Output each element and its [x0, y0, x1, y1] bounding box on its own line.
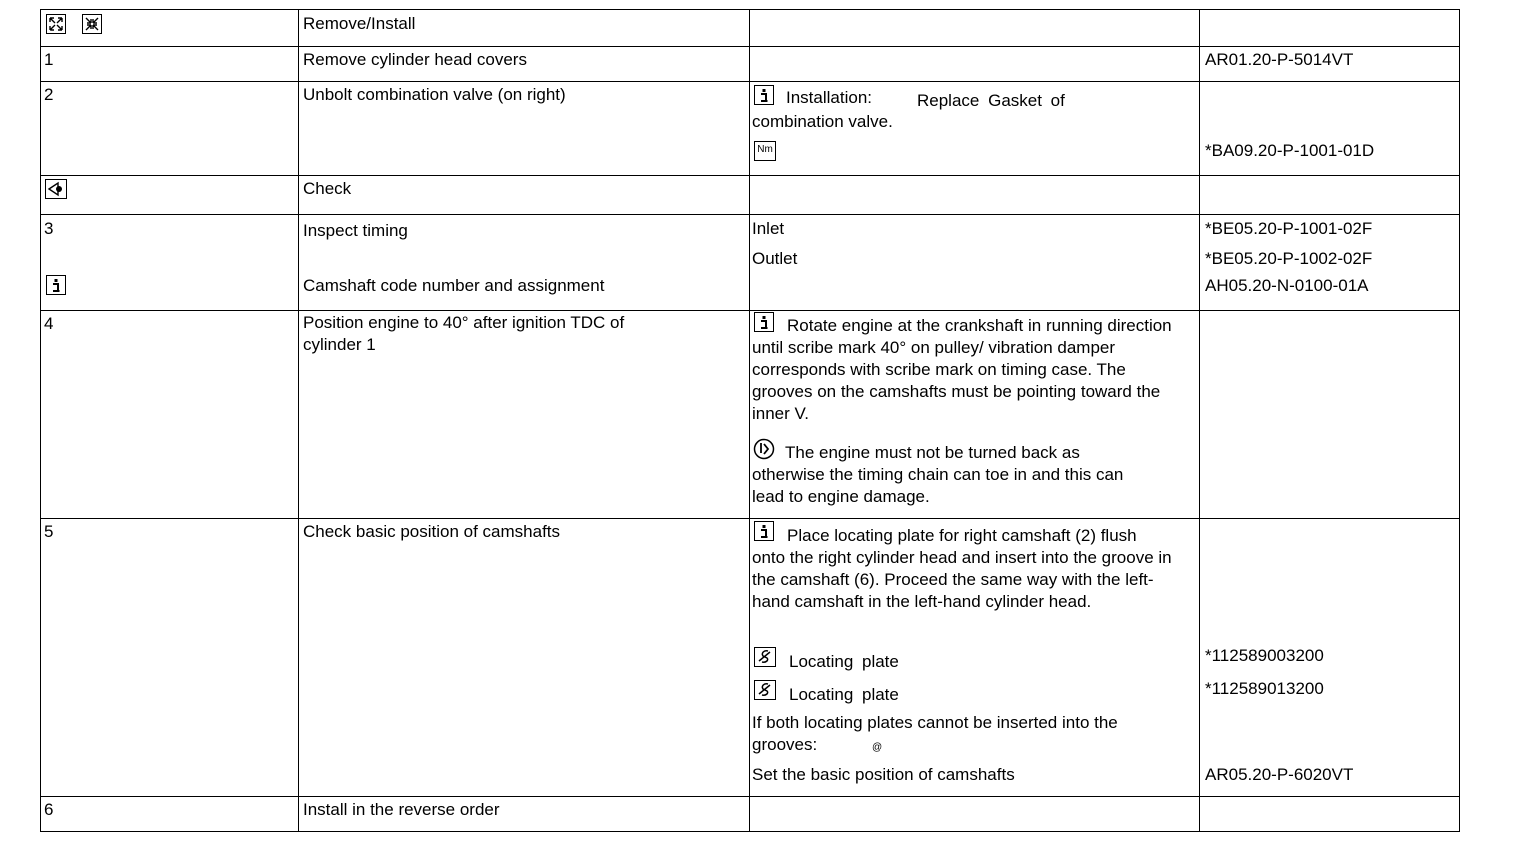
installation-text-cont: combination valve. [752, 112, 893, 131]
table-row [41, 82, 1460, 176]
action-text: Position engine to 40° after ignition TDC of cylinder 1 [303, 313, 625, 354]
step-number: 2 [44, 85, 54, 104]
info-icon [754, 85, 774, 105]
torque-icon: Nm [754, 141, 776, 161]
action-text: Check [303, 179, 352, 198]
info-note: Place locating plate for right camshaft (2) flush onto the right cylinder head and insert into the groove in the camshaft (6). Proceed the same way with the left-hand camshaft in the left-hand cylinder head. [752, 526, 1172, 611]
info-action-text: Camshaft code number and assignment [303, 276, 605, 295]
tool-label: Locating plate [789, 685, 899, 704]
reference-link[interactable]: AR01.20-P-5014VT [1205, 50, 1354, 69]
reference-link[interactable]: *BE05.20-P-1001-02F [1205, 219, 1373, 238]
special-tool-icon [754, 647, 776, 667]
reference-link[interactable]: *BA09.20-P-1001-01D [1205, 141, 1375, 160]
action-text: Check basic position of camshafts [303, 522, 561, 541]
tool-number[interactable]: *112589013200 [1205, 679, 1324, 698]
tool-number[interactable]: *112589003200 [1205, 646, 1324, 665]
remove-icon [46, 14, 66, 34]
step-number: 6 [44, 800, 54, 819]
install-icon [82, 14, 102, 34]
table-row [41, 176, 1460, 215]
if-note: If both locating plates cannot be inserted into the grooves: [752, 713, 1118, 754]
action-text: Install in the reverse order [303, 800, 500, 819]
warning-note: The engine must not be turned back as otherwise the timing chain can toe in and this can lead to engine damage. [752, 443, 1124, 506]
table-row [41, 797, 1460, 832]
table-row [41, 10, 1460, 47]
action-text: Unbolt combination valve (on right) [303, 85, 566, 104]
table-row [41, 47, 1460, 82]
inlet-label: Inlet [752, 219, 785, 238]
step-number: 1 [44, 50, 54, 69]
step-number: 4 [44, 314, 54, 333]
table-row [41, 519, 1460, 797]
reference-link[interactable]: AH05.20-N-0100-01A [1205, 276, 1369, 295]
installation-text: Replace Gasket of [917, 91, 1065, 110]
reference-link[interactable]: AR05.20-P-6020VT [1205, 765, 1354, 784]
outlet-label: Outlet [752, 249, 798, 268]
info-icon [46, 275, 66, 295]
set-position-text: Set the basic position of camshafts [752, 765, 1015, 784]
step-number: 3 [44, 219, 54, 238]
action-text: Remove/Install [303, 14, 416, 33]
info-note: Rotate engine at the crankshaft in running direction until scribe mark 40° on pulley/ vibration damper corresponds with scribe mark on timing case. The grooves on the camshafts must be pointing toward the inner V. [752, 316, 1172, 423]
reference-link[interactable]: *BE05.20-P-1002-02F [1205, 249, 1373, 268]
step-number: 5 [44, 522, 54, 541]
table-row [41, 311, 1460, 519]
link-icon[interactable]: @ [872, 742, 883, 753]
special-tool-icon [754, 680, 776, 700]
table-row [41, 215, 1460, 311]
inspection-icon [45, 179, 67, 199]
action-text: Inspect timing [303, 221, 408, 240]
action-text: Remove cylinder head covers [303, 50, 527, 69]
tool-label: Locating plate [789, 652, 899, 671]
installation-label: Installation: [786, 88, 872, 107]
procedure-table [40, 9, 1460, 832]
